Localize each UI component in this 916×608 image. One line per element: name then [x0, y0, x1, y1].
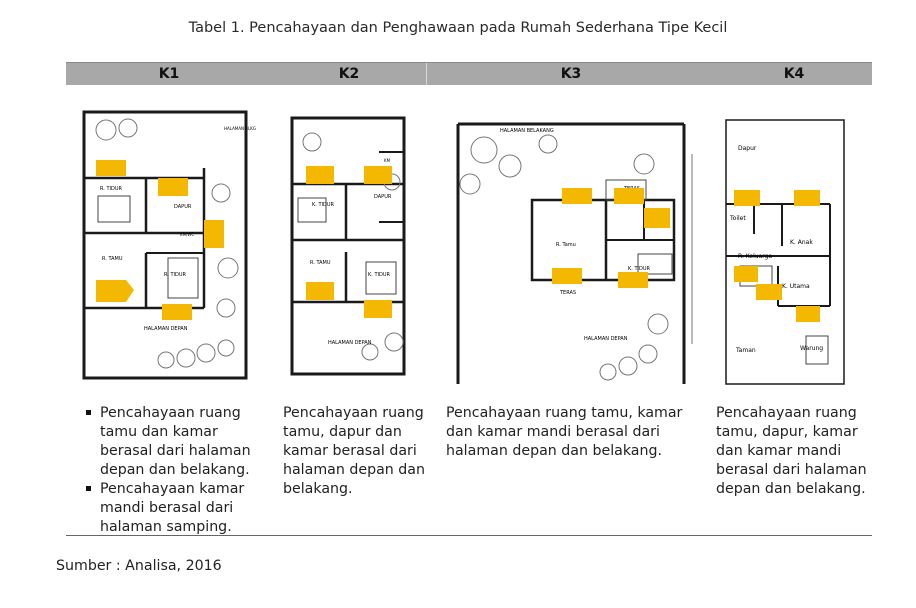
svg-text:DAPUR: DAPUR [374, 194, 392, 200]
column-header-k2: K2 [338, 66, 360, 82]
svg-text:DAPUR: DAPUR [174, 204, 192, 210]
floor-plan-k4 [720, 116, 852, 388]
description-k1-item: Pencahayaan kamar mandi berasal dari halaman samping. [84, 480, 262, 537]
description-k2: Pencahayaan ruang tamu, dapur dan kamar berasal dari halaman depan dan belakang. [283, 405, 425, 497]
table-title: Tabel 1. Pencahayaan dan Penghawaan pada Rumah Sederhana Tipe Kecil [188, 20, 728, 36]
svg-text:HALAMAN DEPAN: HALAMAN DEPAN [144, 326, 188, 332]
column-header-k4: K4 [783, 66, 805, 82]
description-k3: Pencahayaan ruang tamu, kamar dan kamar mandi berasal dari halaman depan dan belakang. [446, 405, 683, 459]
source-note: Sumber : Analisa, 2016 [56, 558, 222, 574]
svg-text:R. Keluarga: R. Keluarga [738, 253, 773, 260]
floor-plan-k3 [448, 104, 708, 388]
svg-text:HALAMAN DEPAN: HALAMAN DEPAN [328, 340, 372, 346]
svg-text:KM: KM [384, 158, 391, 163]
svg-text:R. TAMU: R. TAMU [310, 260, 331, 266]
svg-text:K. TIDUR: K. TIDUR [628, 266, 650, 272]
svg-text:K. Anak: K. Anak [790, 239, 813, 246]
floor-plan-k2 [284, 112, 414, 382]
svg-text:K. TIDUR: K. TIDUR [312, 202, 334, 208]
svg-text:Dapur: Dapur [738, 145, 757, 152]
svg-text:R. Tamu: R. Tamu [556, 242, 576, 248]
svg-text:K. Utama: K. Utama [782, 283, 810, 290]
table-bottom-rule [66, 535, 872, 536]
svg-text:TERAS: TERAS [560, 290, 577, 296]
table-header [66, 62, 872, 85]
svg-text:HALAMAN BLKG: HALAMAN BLKG [224, 126, 256, 131]
svg-text:K. TIDUR: K. TIDUR [368, 272, 390, 278]
svg-text:Warung: Warung [800, 345, 824, 352]
svg-text:R. TAMU: R. TAMU [102, 256, 123, 262]
svg-text:Toilet: Toilet [730, 215, 746, 222]
description-k1-item: Pencahayaan ruang tamu dan kamar berasal dari halaman depan dan belakang. [84, 404, 262, 480]
svg-text:R. TIDUR: R. TIDUR [164, 272, 186, 278]
description-k4: Pencahayaan ruang tamu, dapur, kamar dan kamar mandi berasal dari halaman depan dan belakang. [716, 405, 867, 497]
column-header-k1: K1 [158, 66, 180, 82]
svg-text:HALAMAN DEPAN: HALAMAN DEPAN [584, 336, 628, 342]
svg-text:R. TIDUR: R. TIDUR [100, 186, 122, 192]
floor-plan-k1 [76, 108, 256, 388]
svg-text:KM/WC: KM/WC [180, 232, 195, 237]
column-header-k3: K3 [560, 66, 582, 82]
svg-text:HALAMAN BELAKANG: HALAMAN BELAKANG [500, 128, 554, 134]
svg-text:Taman: Taman [736, 347, 756, 354]
description-k1 [84, 404, 262, 537]
